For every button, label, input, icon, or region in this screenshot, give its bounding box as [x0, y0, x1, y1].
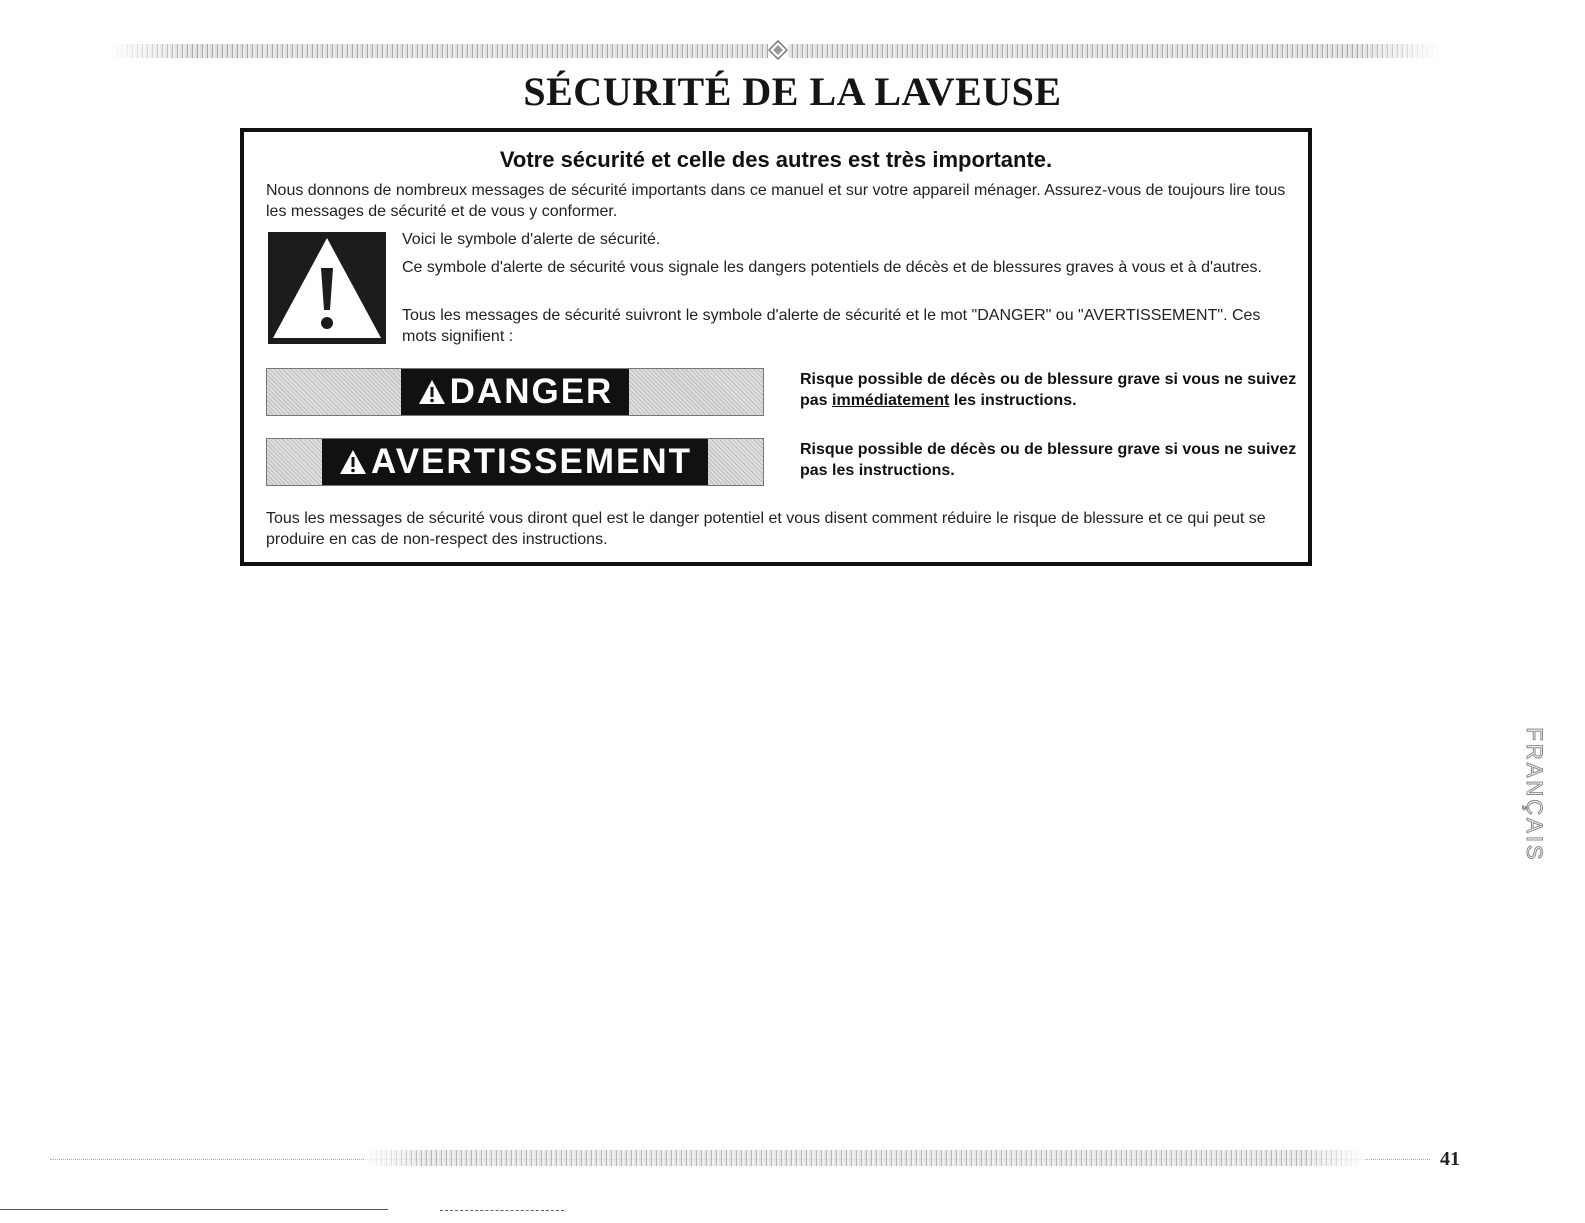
bottom-rule [0, 1209, 388, 1210]
diamond-ornament-icon [768, 40, 788, 60]
page-number: 41 [1436, 1148, 1464, 1171]
bottom-rule-dashed [440, 1210, 564, 1211]
language-tab-label [1519, 720, 1549, 870]
danger-emphasis: immédiatement [832, 392, 950, 409]
warning-description: Risque possible de décès ou de blessure grave si vous ne suivez pas les instructions. [800, 441, 1297, 479]
danger-description-end: les instructions. [949, 392, 1077, 409]
warning-label: AVERTISSEMENT [371, 442, 692, 481]
safety-box-heading: Votre sécurité et celle des autres est très importante. [499, 147, 1053, 172]
symbol-description: Voici le symbole d'alerte de sécurité. [402, 231, 661, 248]
closing-paragraph: Tous les messages de sécurité vous diront quel est le danger potentiel et vous disent comment réduire le risque de blessure et ce qui peut se produire en cas de non-respect des instructions. [266, 510, 1266, 548]
danger-label: DANGER [449, 372, 614, 411]
alert-triangle-icon [417, 378, 447, 406]
page-title: SÉCURITÉ DE LA LAVEUSE [523, 69, 1062, 114]
intro-paragraph: Nous donnons de nombreux messages de sécurité importants dans ce manuel et sur votre appareil ménager. Assurez-vous de toujours lire tous les messages de sécurité et de vous y conformer. [266, 182, 1286, 220]
signal-words-intro: Tous les messages de sécurité suivront le symbole d'alerte de sécurité et le mot "DANGER" ou "AVERTISSEMENT". Ces mots signifient : [402, 307, 1261, 345]
safety-alert-triangle-icon [268, 232, 386, 344]
alert-triangle-icon [338, 448, 368, 476]
safety-info-box [240, 128, 1312, 566]
language-tab-text: FRANÇAIS [1522, 727, 1547, 863]
warning-signal-banner [266, 438, 764, 486]
danger-description [800, 369, 1300, 411]
danger-signal-banner [266, 368, 764, 416]
footer-decorative-band [364, 1150, 1364, 1166]
symbol-meaning: Ce symbole d'alerte de sécurité vous signale les dangers potentiels de décès et de blessures graves à vous et à d'autres. [402, 259, 1262, 276]
danger-description-text: Risque possible de décès ou de blessure grave si vous ne suivez pas [800, 371, 1297, 409]
